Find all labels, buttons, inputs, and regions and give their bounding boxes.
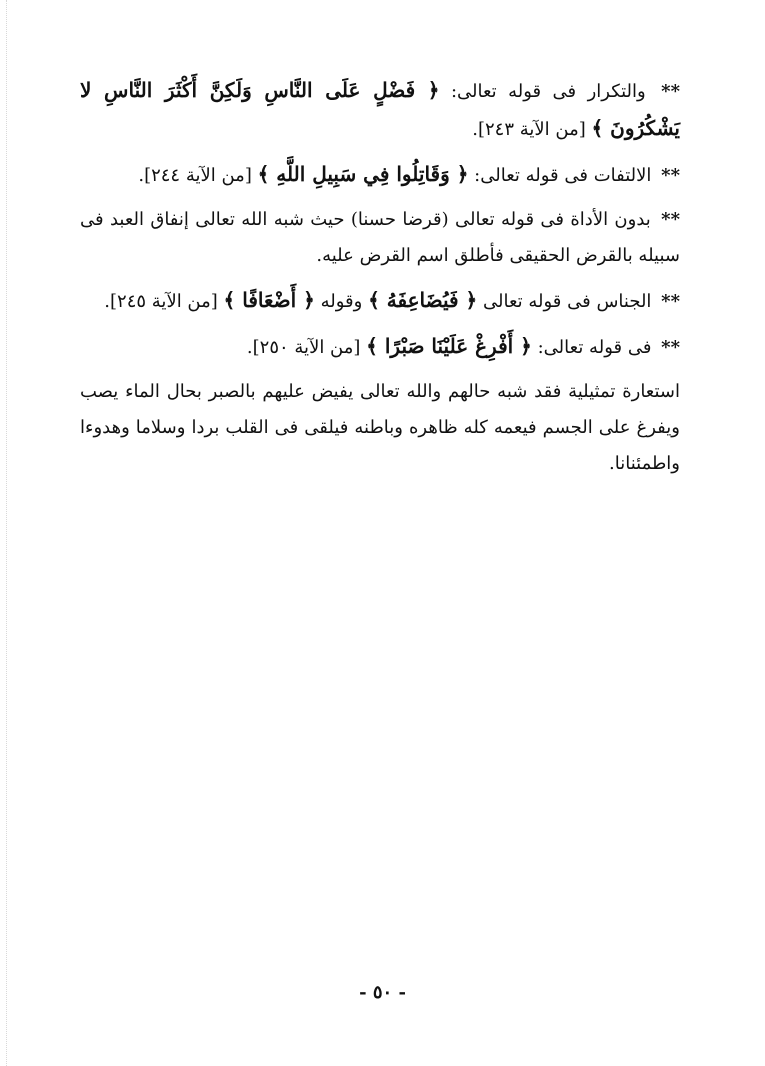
bullet-marker: ** [661, 337, 680, 358]
paragraph-metaphor [80, 202, 680, 274]
quran-quote-second: ﴿ أَضْعَافًا ﴾ [223, 288, 315, 312]
paragraph-intro: والتكرار فى قوله تعالى: [450, 81, 646, 102]
paragraph-repetition [80, 72, 680, 148]
paragraph-text: بدون الأداة فى قوله تعالى (قرضا حسنا) حيث شبه الله تعالى إنفاق العبد فى سبيله بالقرض الحقيقى فأطلق اسم القرض عليه. [80, 209, 680, 266]
quran-quote: ﴿ وَقَاتِلُوا فِي سَبِيلِ اللَّهِ ﴾ [257, 162, 469, 186]
body-text [80, 72, 680, 490]
bullet-marker: ** [661, 81, 680, 102]
quran-quote: ﴿ فَضْلٍ عَلَى النَّاسِ وَلَكِنَّ أَكْثَرَ النَّاسِ لا يَشْكُرُونَ ﴾ [80, 78, 680, 140]
bullet-marker: ** [661, 291, 680, 312]
page-number: - ٥٠ - [359, 982, 406, 1003]
paragraph-intro: فى قوله تعالى: [537, 337, 652, 358]
paragraph-jinas [80, 282, 680, 320]
paragraph-isti-ara [80, 374, 680, 482]
paragraph-mid: وقوله [320, 291, 363, 312]
quran-quote: ﴿ أَفْرِغْ عَلَيْنَا صَبْرًا ﴾ [366, 334, 532, 358]
verse-reference: [من الآية ٢٥٠]. [246, 337, 361, 358]
verse-reference: [من الآية ٢٤٤]. [138, 165, 252, 186]
paragraph-text: استعارة تمثيلية فقد شبه حالهم والله تعالى يفيض عليهم بالصبر بحال الماء يصب ويفرغ على الجسم فيعمه كله ظاهره وباطنه فيلقى فى القلب بردا وسلاما وهدوءا واطمئنانا. [80, 381, 680, 474]
quran-quote: ﴿ فَيُضَاعِفَهُ ﴾ [368, 288, 478, 312]
paragraph-iltifat [80, 156, 680, 194]
verse-reference: [من الآية ٢٤٥]. [104, 291, 218, 312]
paragraph-intro: الالتفات فى قوله تعالى: [474, 165, 652, 186]
verse-reference: [من الآية ٢٤٣]. [472, 119, 586, 140]
bullet-marker: ** [661, 165, 680, 186]
paragraph-afrigh [80, 328, 680, 366]
bullet-marker: ** [661, 209, 680, 230]
paragraph-intro: الجناس فى قوله تعالى [482, 291, 652, 312]
scan-edge [6, 0, 7, 1066]
